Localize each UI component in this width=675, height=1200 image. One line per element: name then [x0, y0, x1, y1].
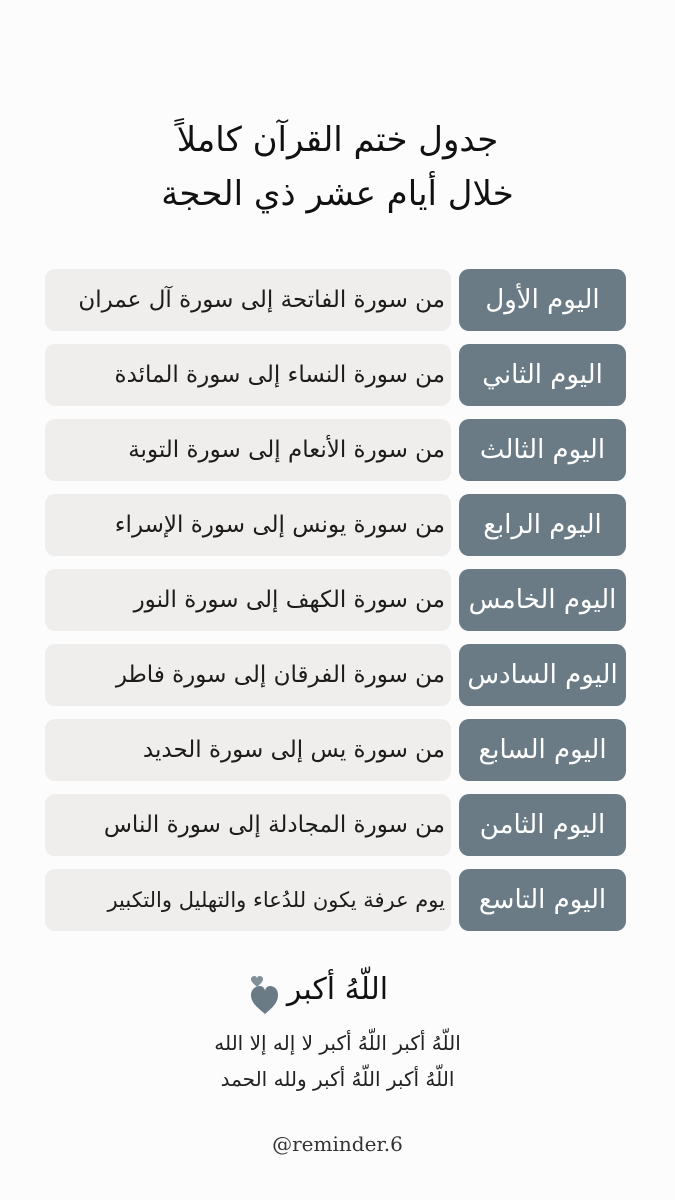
takbir-title: اللّهُ أكبر	[286, 972, 389, 1007]
schedule-text: من سورة يونس إلى سورة الإسراء	[45, 494, 451, 556]
hearts-icon	[248, 976, 282, 1016]
schedule-text: من سورة يس إلى سورة الحديد	[45, 719, 451, 781]
schedule-day-label: اليوم السابع	[459, 719, 626, 781]
page-subtitle: خلال أيام عشر ذي الحجة	[161, 174, 514, 214]
schedule-text: من سورة المجادلة إلى سورة الناس	[45, 794, 451, 856]
schedule-row-8	[45, 794, 626, 856]
schedule-text: من سورة الفرقان إلى سورة فاطر	[45, 644, 451, 706]
schedule-row-6	[45, 644, 626, 706]
schedule-day-label: اليوم السادس	[459, 644, 626, 706]
schedule-day-label: اليوم التاسع	[459, 869, 626, 931]
schedule-day-label: اليوم الثامن	[459, 794, 626, 856]
schedule-text: من سورة الأنعام إلى سورة التوبة	[45, 419, 451, 481]
schedule-row-3	[45, 419, 626, 481]
schedule-row-7	[45, 719, 626, 781]
schedule-table	[45, 269, 626, 944]
schedule-text: من سورة الفاتحة إلى سورة آل عمران	[45, 269, 451, 331]
takbir-line-2: اللّهُ أكبر اللّهُ أكبر ولله الحمد	[220, 1067, 455, 1091]
schedule-day-label: اليوم الرابع	[459, 494, 626, 556]
schedule-text: يوم عرفة يكون للدُعاء والتهليل والتكبير	[45, 869, 451, 931]
schedule-day-label: اليوم الخامس	[459, 569, 626, 631]
schedule-row-5	[45, 569, 626, 631]
instagram-handle: @reminder.6	[272, 1132, 403, 1156]
takbir-line-1: اللّهُ أكبر اللّهُ أكبر لا إله إلا الله	[214, 1031, 461, 1055]
schedule-day-label: اليوم الثاني	[459, 344, 626, 406]
schedule-row-2	[45, 344, 626, 406]
schedule-day-label: اليوم الثالث	[459, 419, 626, 481]
schedule-day-label: اليوم الأول	[459, 269, 626, 331]
schedule-row-1	[45, 269, 626, 331]
schedule-text: من سورة الكهف إلى سورة النور	[45, 569, 451, 631]
schedule-row-4	[45, 494, 626, 556]
schedule-text: من سورة النساء إلى سورة المائدة	[45, 344, 451, 406]
page-title: جدول ختم القرآن كاملاً	[176, 120, 499, 160]
schedule-row-9	[45, 869, 626, 931]
